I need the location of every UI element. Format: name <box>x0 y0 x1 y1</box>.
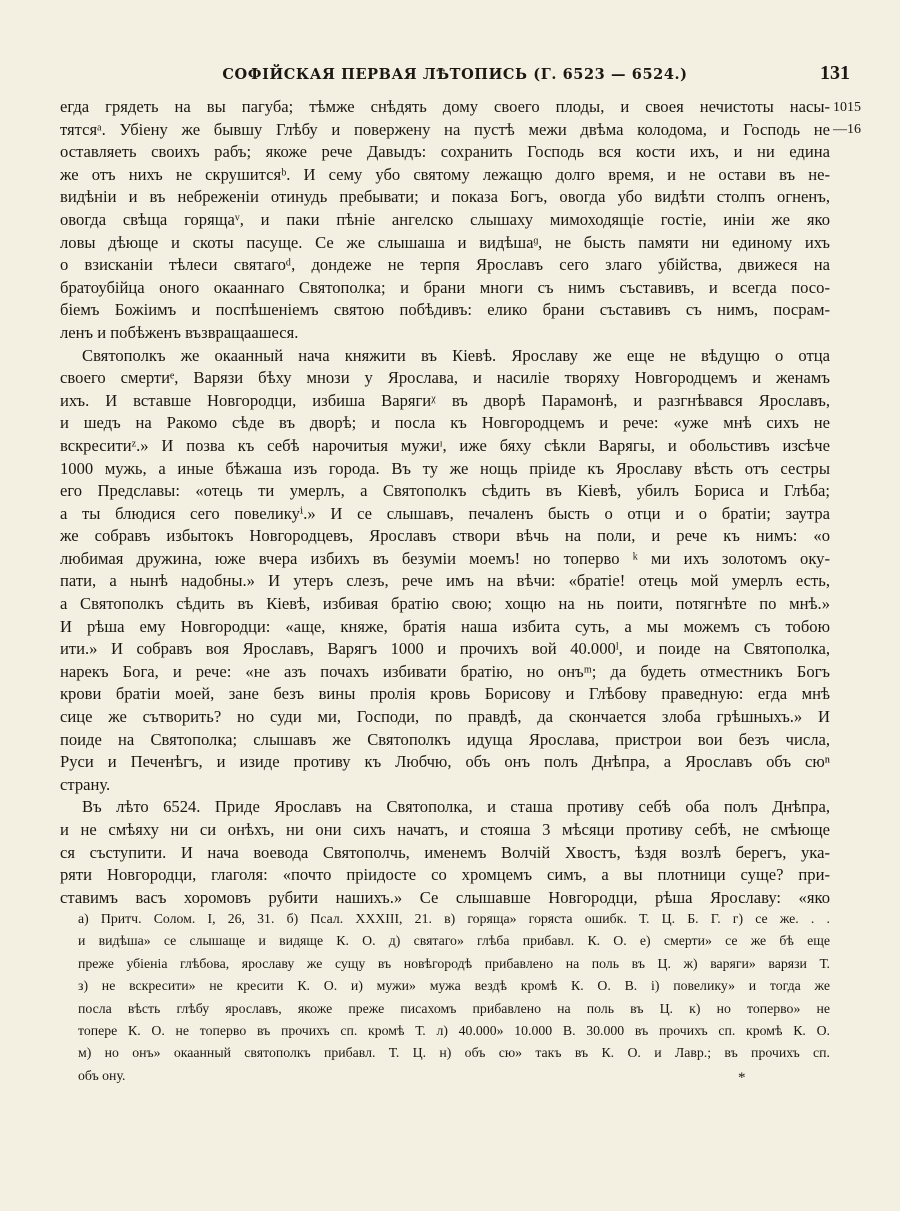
text-line: ловы дѣюще и скоты пасуще. Се же слышаша и видѣшаᶢ, не бысть памяти ни единому ихъ <box>60 232 830 252</box>
text-line: ся съступити. И нача воевода Святополчь, именемъ Волчій Хвостъ, ѣздя возлѣ берегъ, ука- <box>60 842 830 862</box>
text-line: 1000 мужь, а иные бѣжаша изъ города. Въ ту же нощь пріиде къ Ярославу вѣсть отъ сестры <box>60 458 830 478</box>
text-line: братоубійца оного окааннаго Святополка; и брани многи съ нимъ съставивъ, и всегда посо- <box>60 277 830 297</box>
page-header <box>60 62 850 88</box>
text-line: крови братіи моей, зане безъ вины пролія кровь Борисову и Глѣбову праведную: егда мнѣ <box>60 684 830 704</box>
running-title: СОФІЙСКАЯ ПЕРВАЯ ЛѢТОПИСЬ (Г. 6523 — 6524.) <box>222 66 688 83</box>
footnote-line: м) но онъ» окаанный святополкъ прибавл. Т. Ц. н) объ сю» такъ въ К. О. и Лавр.; въ прочихъ сп. <box>78 1045 830 1061</box>
margin-year-top: 1015 <box>833 100 861 115</box>
text-line: Святополкъ же окаанный нача княжити въ Кіевѣ. Ярославу же еще не вѣдущю о отца <box>82 345 830 365</box>
text-line: ленъ и побѣженъ възвращаашеся. <box>60 322 299 342</box>
text-line: тятсяᵃ. Убіену же бывшу Глѣбу и повержену на пустѣ межи двѣма колодома, и Господь не <box>60 119 830 139</box>
text-line: И рѣша ему Новгородци: «аще, княже, братія наша избита суть, а мы можемъ съ тобою <box>60 616 830 636</box>
text-line: Въ лѣто 6524. Приде Ярославъ на Святополка, и сташа противу себѣ оба полъ Днѣпра, <box>82 797 830 817</box>
text-line: и шедъ на Ракомо сѣде въ дворѣ; и посла къ Новгородцемъ и рече: «уже мнѣ сихъ не <box>60 413 830 433</box>
text-line: сице же сътворить? но суди ми, Господи, по правдѣ, да скончается злоба грѣшныхъ.» И <box>60 707 830 727</box>
footnote-line: з) не вскресити» не кресити К. О. и) мужи» мужа вездѣ кромѣ К. О. В. і) повелику» и тогда же <box>78 978 830 994</box>
text-line: нарекъ Бога, и рече: «не азъ почахъ избивати братію, но онъᵐ; да будеть отместникъ Богъ <box>60 661 830 681</box>
text-line: видѣніи и въ небреженіи отинудь пребывати; и показа Богъ, овогда убо видѣти столпъ огненъ, <box>60 187 830 207</box>
text-line: страну. <box>60 774 111 794</box>
text-line: своего смертиᵉ, Варязи бѣху мнози у Ярослава, и насиліе творяху Новгородцемъ и женамъ <box>60 368 830 388</box>
text-line: Руси и Печенѣгъ, и изиде противу къ Любчю, объ онъ полъ Днѣпра, а Ярославъ объ сюⁿ <box>60 752 830 772</box>
text-line: и не смѣяху ни си онѣхъ, ни они сихъ начатъ, и стояша 3 мѣсяци противу себѣ, не смѣюще <box>60 820 830 839</box>
text-line: оставляеть своихъ рабъ; якоже рече Давыдъ: сохранить Господь вся кости ихъ, и ни едина <box>60 142 830 162</box>
text-line: а Святополкъ сѣдить въ Кіевѣ, избивая братію свою; хощю на нь поити, потягнѣте по мнѣ.» <box>60 594 830 614</box>
text-line: любимая дружина, юже вчера избихъ въ безуміи моемъ! но топерво ᵏ ми ихъ золотомъ оку- <box>60 548 830 568</box>
margin-year-bottom: —16 <box>833 122 861 137</box>
main-text <box>60 96 830 909</box>
footnote-line: посла вѣсть глѣбу ярославъ, якоже преже писахомъ прибавлено на поль въ Ц. к) но топерво» не <box>78 1000 830 1016</box>
text-line: біемъ Божіимъ и поспѣшеніемъ святою побѣдивъ: елико брани съставивъ съ нимъ, посрам- <box>60 300 830 320</box>
footnotes <box>78 908 830 1087</box>
text-line: вскреситиᶻ.» И позва къ себѣ нарочитыя мужиᶦ, иже бяху сѣкли Варягы, и обольстивъ изсѣче <box>60 435 830 455</box>
footnote-line: и видѣша» се слышаще и видяще К. О. д) святаго» глѣба прибавл. К. О. е) смерти» се же бѣ еще <box>78 933 830 949</box>
text-line: овогда свѣща горящаᵛ, и паки пѣніе ангелско слышаху мимоходящіе гостіе, иніи же яко <box>60 209 830 229</box>
text-line: ставимъ васъ хоромовъ рубити нашихъ.» Се слышавше Новгородци, рѣша Ярославу: «яко <box>60 887 830 907</box>
text-line: егда грядеть на вы пагуба; тѣмже снѣдять дому своего плоды, и своея нечистоты насы- <box>60 97 830 116</box>
text-line: а ты блюдися сего повеликуⁱ.» И се слышавъ, печаленъ бысть о отци и о братіи; заутра <box>60 503 830 523</box>
text-line: же отъ нихъ не скрушитсяᵇ. И сему убо святому лежащю долго время, и не остави въ не- <box>60 164 830 184</box>
footnote-line: объ ону. <box>78 1067 126 1083</box>
text-line: его Предславы: «отець ти умерлъ, а Святополкъ сѣдить въ Кіевѣ, убилъ Бориса и Глѣба; <box>60 481 830 501</box>
text-line: ихъ. И вставше Новгородци, избиша Варягиᵡ въ дворѣ Парамонѣ, и разгнѣвався Ярославъ, <box>60 390 830 410</box>
footnote-line: топере К. О. не топерво въ прочихъ сп. кромѣ Т. л) 40.000» 10.000 В. 30.000 въ прочихъ сп. кромѣ К. О. <box>78 1022 830 1038</box>
text-line: пати, а нынѣ надобны.» И утеръ слезъ, рече имъ на вѣчи: «братіе! отець мой умерлъ есть, <box>60 571 830 591</box>
page-number: 131 <box>820 62 850 84</box>
signature-mark: * <box>738 1070 746 1086</box>
footnote-line: преже убіеніа глѣбова, ярославу же сущу въ новѣгородѣ прибавлено на поль въ Ц. ж) варяги» варязи Т. <box>78 955 830 971</box>
margin-year-note <box>833 97 861 141</box>
footnote-line: а) Притч. Солом. I, 26, 31. б) Псал. XXXIII, 21. в) горяща» горяста ошибк. Т. Ц. Б. Г. г) се же. . . <box>78 911 830 926</box>
footnote-divider <box>60 904 830 905</box>
text-line: поиде на Святополка; слышавъ же Святополкъ идуща Ярослава, пристрои вои безъ числа, <box>60 729 830 749</box>
text-line: о взисканіи тѣлеси святагоᵈ, дондеже не терпя Ярославъ сего злаго убійства, движеся на <box>60 255 830 275</box>
text-line: ряти Новгородци, глаголя: «почто пріидосте со хромцемъ симъ, а вы плотници суще? при- <box>60 865 830 885</box>
text-line: ити.» И собравъ воя Ярославъ, Варягъ 1000 и прочихъ вой 40.000ˡ, и поиде на Святополка, <box>60 639 830 659</box>
text-line: же собравъ избытокъ Новгородцевъ, Ярославъ створи вѣчь на поли, и рече къ нимъ: «о <box>60 526 830 546</box>
